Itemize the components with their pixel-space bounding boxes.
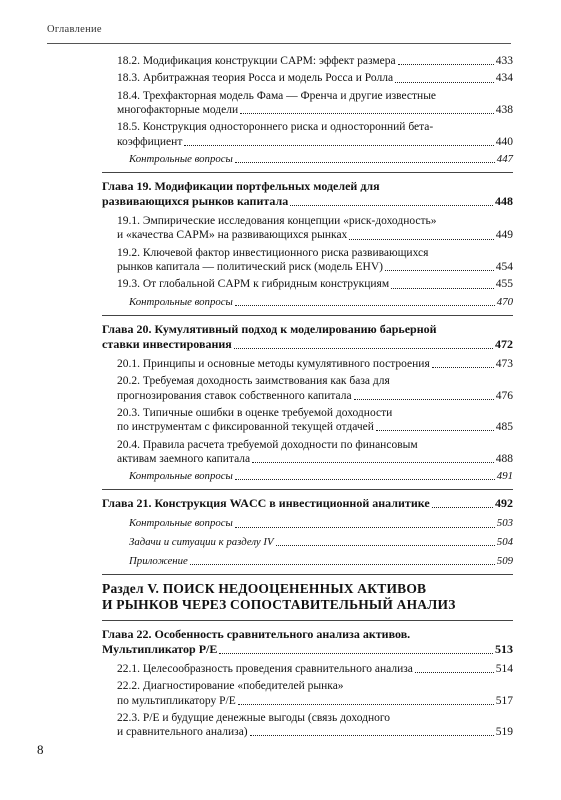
section-divider <box>102 489 513 490</box>
entry-title: 20.2. Требуемая доходность заимствования как база для <box>117 375 390 388</box>
entry-title: 20.4. Правила расчета требуемой доходности по финансовым <box>117 438 418 451</box>
entry-title: Контрольные вопросы <box>129 152 233 165</box>
subsection-entry[interactable] <box>102 120 513 148</box>
dot-leader <box>398 64 494 65</box>
dot-leader <box>376 430 494 431</box>
entry-title: Глава 20. Кумулятивный подход к моделированию барьерной <box>102 321 437 336</box>
dot-leader <box>276 545 495 546</box>
section-divider <box>102 574 513 575</box>
page-ref: 491 <box>496 470 513 483</box>
entry-title: Контрольные вопросы <box>129 517 233 530</box>
entry-title: Раздел V. ПОИСК НЕДООЦЕНЕННЫХ АКТИВОВ <box>102 580 427 596</box>
subsection-entry[interactable] <box>102 277 513 291</box>
entry-title: Глава 22. Особенность сравнительного анализа активов. <box>102 626 411 641</box>
dot-leader <box>219 653 493 654</box>
entry-title: Контрольные вопросы <box>129 470 233 483</box>
entry-title: по инструментам с фиксированной текущей отдачей <box>117 421 374 434</box>
dot-leader <box>432 367 494 368</box>
entry-title: коэффициент <box>117 135 183 148</box>
page-ref: 448 <box>495 194 513 209</box>
subsection-entry[interactable] <box>102 214 513 242</box>
dot-leader <box>190 564 495 565</box>
chapter-entry[interactable] <box>102 322 513 352</box>
entry-title: 20.1. Принципы и основные методы кумулятивного построения <box>117 357 430 370</box>
subsection-entry[interactable] <box>102 357 513 371</box>
dot-leader <box>240 113 494 114</box>
entry-title: И РЫНКОВ ЧЕРЕЗ СОПОСТАВИТЕЛЬНЫЙ АНАЛИЗ <box>102 596 456 612</box>
page-ref: 504 <box>496 536 513 549</box>
chapter-entry[interactable] <box>102 627 513 657</box>
subsection-entry[interactable] <box>102 679 513 707</box>
dot-leader <box>250 735 494 736</box>
entry-title: 22.2. Диагностирование «победителей рынка» <box>117 680 344 693</box>
dot-leader <box>354 399 494 400</box>
page-ref: 503 <box>496 517 513 530</box>
dot-leader <box>385 270 494 271</box>
page-ref: 514 <box>495 662 513 675</box>
page-ref: 509 <box>496 554 513 567</box>
supplement-entry[interactable] <box>102 469 513 483</box>
entry-title: 20.3. Типичные ошибки в оценке требуемой доходности <box>117 406 393 419</box>
page-ref: 449 <box>495 229 513 242</box>
page-ref: 455 <box>495 278 513 291</box>
subsection-entry[interactable] <box>102 711 513 739</box>
dot-leader <box>395 82 494 83</box>
page-ref: 438 <box>495 103 513 116</box>
entry-title: Задачи и ситуации к разделу IV <box>129 536 274 549</box>
page-number: 8 <box>37 742 44 757</box>
page-ref: 433 <box>495 55 513 67</box>
page-ref: 434 <box>495 72 513 85</box>
dot-leader <box>238 704 494 705</box>
subsection-entry[interactable] <box>102 438 513 466</box>
entry-title: 18.2. Модификация конструкции CAPM: эффект размера <box>117 55 396 67</box>
dot-leader <box>252 462 494 463</box>
entry-title: Глава 19. Модификации портфельных моделей для <box>102 179 380 194</box>
entry-title: ставки инвестирования <box>102 336 232 351</box>
entry-title: и «качества CAPM» на развивающихся рынках <box>117 229 348 242</box>
page-ref: 440 <box>495 135 513 148</box>
page-ref: 517 <box>495 694 513 707</box>
page-ref: 447 <box>496 152 513 165</box>
dot-leader <box>234 348 493 349</box>
entry-title: развивающихся рынков капитала <box>102 194 289 209</box>
subsection-entry[interactable] <box>102 662 513 676</box>
entry-title: 18.5. Конструкция одностороннего риска и односторонний бета- <box>117 121 434 134</box>
page-ref: 476 <box>495 389 513 402</box>
dot-leader <box>235 162 495 163</box>
dot-leader <box>290 205 493 206</box>
page-ref: 470 <box>496 295 513 308</box>
entry-title: Мультипликатор P/E <box>102 641 218 656</box>
dot-leader <box>235 305 495 306</box>
supplement-entry[interactable] <box>102 554 513 568</box>
entry-title: 19.1. Эмпирические исследования концепции «риск-доходность» <box>117 215 437 228</box>
header-rule <box>47 43 511 44</box>
subsection-entry[interactable] <box>102 71 513 85</box>
section-divider <box>102 620 513 621</box>
dot-leader <box>184 145 493 146</box>
page-ref: 513 <box>495 641 513 656</box>
supplement-entry[interactable] <box>102 535 513 549</box>
entry-title: 19.3. От глобальной CAPM к гибридным конструкциям <box>117 278 390 291</box>
entry-title: Контрольные вопросы <box>129 295 233 308</box>
running-head: Оглавление <box>47 24 102 35</box>
entry-title: и сравнительного анализа) <box>117 726 248 739</box>
entry-title: Приложение <box>129 554 188 567</box>
entry-title: 22.1. Целесообразность проведения сравнительного анализа <box>117 662 413 675</box>
dot-leader <box>235 479 495 480</box>
dot-leader <box>235 527 495 528</box>
dot-leader <box>391 288 494 289</box>
subsection-entry[interactable] <box>102 406 513 434</box>
dot-leader <box>432 507 493 508</box>
entry-title: активам заемного капитала <box>117 452 251 465</box>
subsection-entry[interactable] <box>102 374 513 402</box>
supplement-entry[interactable] <box>102 295 513 309</box>
page-ref: 485 <box>495 421 513 434</box>
chapter-entry[interactable] <box>102 179 513 209</box>
subsection-entry[interactable] <box>102 89 513 117</box>
entry-title: 19.2. Ключевой фактор инвестиционного риска развивающихся <box>117 246 429 259</box>
dot-leader <box>349 239 493 240</box>
section-divider <box>102 172 513 173</box>
entry-title: многофакторные модели <box>117 103 239 116</box>
table-of-contents <box>102 54 513 743</box>
entry-title: 22.3. P/E и будущие денежные выгоды (связь доходного <box>117 711 391 724</box>
entry-title: по мультипликатору P/E <box>117 694 236 707</box>
section-divider <box>102 315 513 316</box>
page-ref: 473 <box>495 357 513 370</box>
chapter-entry[interactable] <box>102 496 513 511</box>
entry-title: 18.3. Арбитражная теория Росса и модель Росса и Ролла <box>117 72 394 85</box>
supplement-entry[interactable] <box>102 516 513 530</box>
supplement-entry[interactable] <box>102 152 513 166</box>
page-ref: 454 <box>495 260 513 273</box>
entry-title: прогнозирования ставок собственного капитала <box>117 389 352 402</box>
page-ref: 519 <box>495 726 513 739</box>
entry-title: 18.4. Трехфакторная модель Фама — Френча и другие известные <box>117 89 437 102</box>
dot-leader <box>415 672 494 673</box>
page-ref: 492 <box>495 496 513 511</box>
entry-title: Глава 21. Конструкция WACC в инвестиционной аналитике <box>102 496 430 511</box>
page-ref: 472 <box>495 336 513 351</box>
subsection-entry[interactable] <box>102 246 513 274</box>
section-heading[interactable] <box>102 581 513 613</box>
subsection-entry[interactable] <box>102 54 513 68</box>
entry-title: рынков капитала — политический риск (модель EHV) <box>117 260 383 273</box>
page-ref: 488 <box>495 452 513 465</box>
